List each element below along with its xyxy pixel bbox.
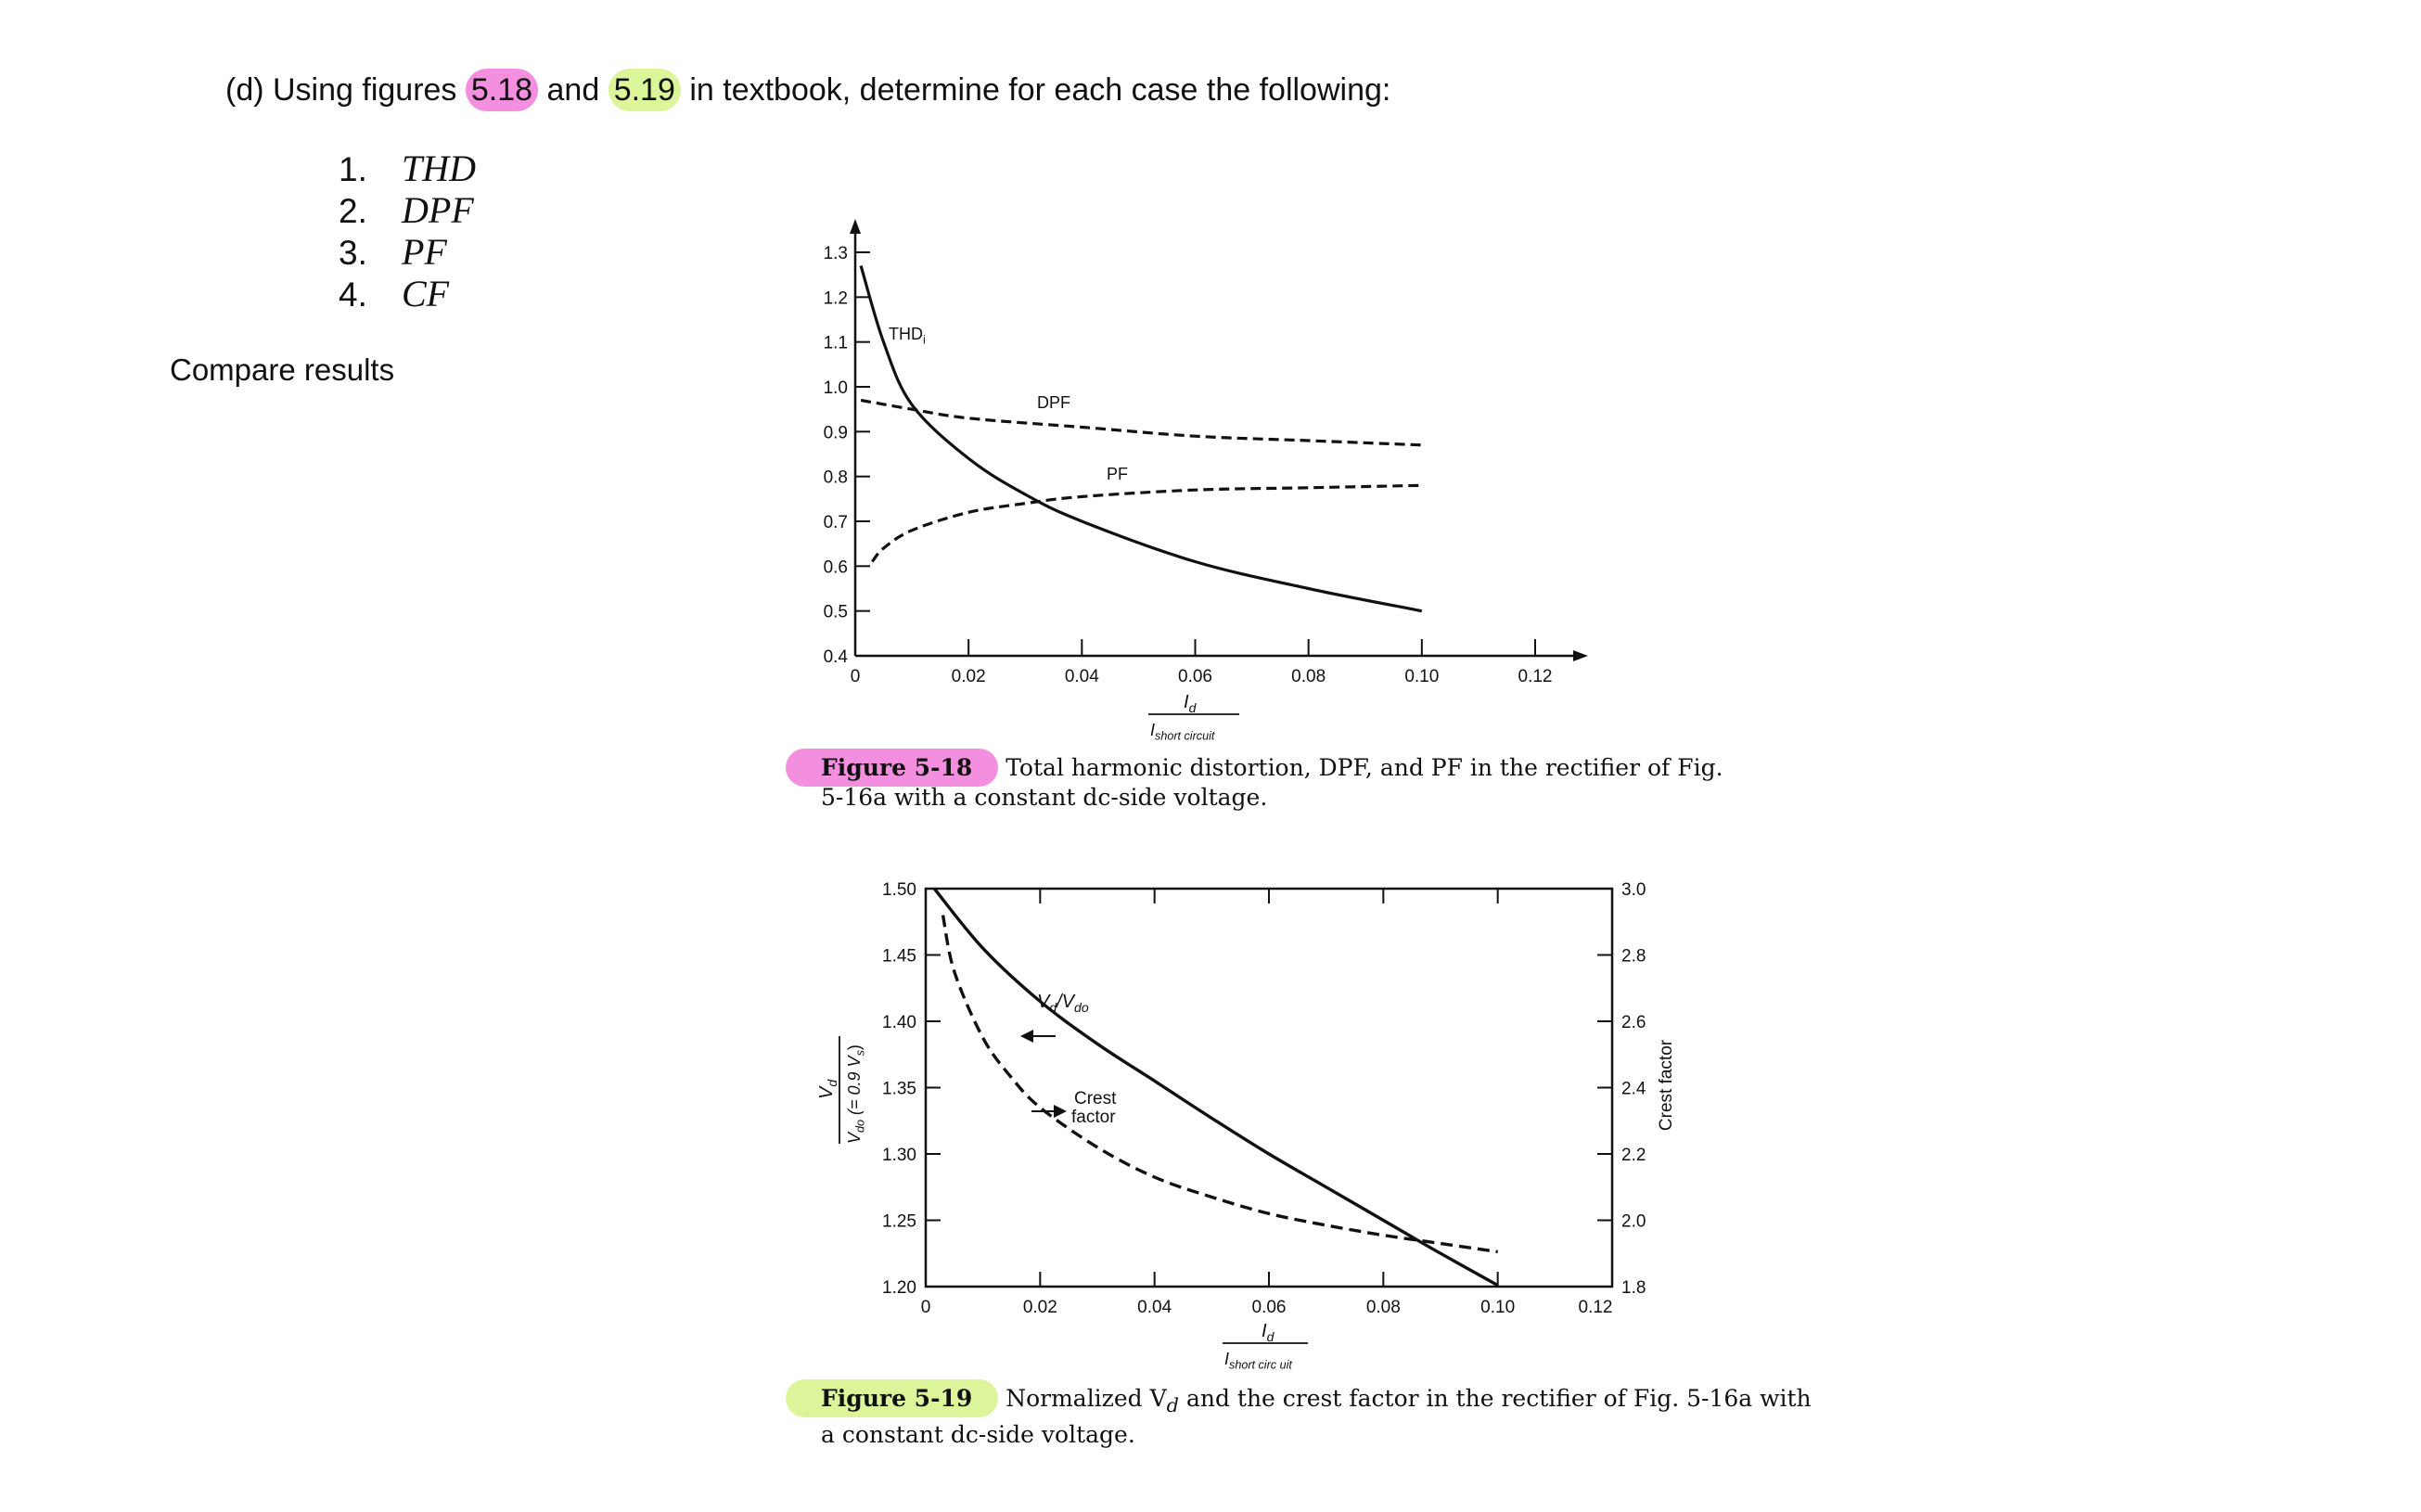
- list-number: 2.: [339, 192, 367, 230]
- list-item: [339, 190, 476, 232]
- y-tick-label-left: 1.25: [882, 1211, 916, 1232]
- list-term: DPF: [402, 189, 474, 231]
- x-axis-label-numerator: $I_d$: [1184, 692, 1197, 715]
- thd-curve: [861, 266, 1422, 611]
- x-tick-label: 0.06: [1178, 667, 1212, 686]
- y-tick-label: 0.5: [823, 602, 848, 622]
- list-term: PF: [402, 231, 447, 273]
- vd-vdo-arrow-head: [1020, 1030, 1033, 1043]
- list-number: 4.: [339, 275, 367, 314]
- y-tick-label: 0.7: [823, 513, 848, 532]
- x-tick-label: 0.08: [1291, 667, 1326, 686]
- figure-ref-5-18: 5.18: [466, 69, 538, 111]
- list-number: 3.: [339, 234, 367, 272]
- list-item: [339, 148, 476, 190]
- x-tick-label: 0.02: [951, 667, 986, 686]
- y-tick-label-left: 1.45: [882, 946, 916, 967]
- figure-5-18-caption: [821, 753, 1723, 813]
- question-and: and: [546, 72, 600, 108]
- list-item: [339, 274, 476, 315]
- vd-vdo-curve: [934, 889, 1497, 1286]
- pf-label: PF: [1107, 465, 1129, 483]
- figure-5-18-plot: [824, 219, 1588, 743]
- x-axis-label-numerator: $I_d$: [1262, 1321, 1275, 1344]
- y-tick-label-right: 2.4: [1621, 1079, 1646, 1099]
- plot-frame: [926, 889, 1612, 1287]
- y-tick-label-left: 1.30: [882, 1146, 916, 1165]
- y-tick-label-left: 1.20: [882, 1278, 916, 1298]
- figure-5-19-label: Figure 5-19: [786, 1379, 998, 1417]
- y-tick-label: 0.9: [823, 423, 848, 443]
- x-axis-label-denominator: $I_{short circ uit}$: [1224, 1350, 1292, 1372]
- figure-5-18-caption-line1: Total harmonic distortion, DPF, and PF in the rectifier of Fig.: [1006, 754, 1723, 781]
- x-axis-label-denominator: $I_{short circuit}$: [1150, 721, 1215, 743]
- y-left-denominator: $V_{do}$ (= 0.9 $V_s$): [845, 1044, 867, 1144]
- crest-label-line2: factor: [1071, 1108, 1116, 1127]
- x-tick-label: 0: [920, 1298, 931, 1317]
- crest-factor-curve: [943, 916, 1498, 1252]
- question-prefix: (d) Using figures: [225, 72, 457, 108]
- figure-5-19-caption-line1-rest: and the crest factor in the rectifier of Fig. 5-16a with: [1179, 1385, 1812, 1412]
- vd-vdo-label: $V_d/V_{do}$: [1037, 992, 1089, 1015]
- y-tick-label: 1.1: [823, 333, 848, 353]
- x-tick-label: 0.04: [1137, 1298, 1172, 1317]
- y-tick-label-right: 2.8: [1621, 946, 1646, 967]
- y-tick-label: 0.8: [823, 468, 848, 488]
- figure-5-18-label: Figure 5-18: [786, 749, 998, 787]
- crest-label-line1: Crest: [1074, 1089, 1117, 1108]
- y-tick-label-right: 2.6: [1621, 1013, 1646, 1032]
- caption-sub: d: [1166, 1394, 1179, 1416]
- list-term: THD: [402, 147, 477, 189]
- list-term: CF: [402, 273, 450, 314]
- y-tick-label-left: 1.35: [882, 1079, 916, 1099]
- x-tick-label: 0.12: [1518, 667, 1553, 686]
- x-axis-arrow: [1573, 650, 1588, 661]
- figure-5-19-caption-line1: Normalized V: [1006, 1385, 1167, 1412]
- figure-5-19-plot: [816, 880, 1676, 1372]
- x-tick-label: 0.12: [1578, 1298, 1613, 1317]
- question-text: [225, 72, 1390, 109]
- y-tick-label: 1.2: [823, 288, 848, 309]
- y-tick-label-left: 1.50: [882, 880, 916, 900]
- x-tick-label: 0.06: [1251, 1298, 1287, 1317]
- crest-arrow-head: [1054, 1105, 1067, 1118]
- thd-label: $THD_i$: [889, 325, 926, 347]
- question-suffix: in textbook, determine for each case the following:: [689, 72, 1391, 108]
- compare-results-text: Compare results: [170, 352, 395, 387]
- x-tick-label: 0.10: [1404, 667, 1440, 686]
- figure-5-18-caption-line2: 5-16a with a constant dc-side voltage.: [821, 784, 1268, 811]
- y-tick-label-right: 3.0: [1621, 880, 1646, 900]
- y-tick-label: 0.6: [823, 557, 848, 578]
- figure-5-19-caption-line2: a constant dc-side voltage.: [821, 1421, 1135, 1448]
- y-axis-right-label: Crest factor: [1657, 1039, 1676, 1132]
- x-tick-label: 0.02: [1022, 1298, 1057, 1317]
- y-tick-label-right: 1.8: [1621, 1278, 1646, 1298]
- x-tick-label: 0.10: [1480, 1298, 1516, 1317]
- x-tick-label: 0.08: [1365, 1298, 1401, 1317]
- figure-5-19-caption: [821, 1384, 1812, 1450]
- dpf-curve: [861, 401, 1422, 445]
- y-axis-left-label: [816, 1036, 867, 1144]
- y-tick-label: 0.4: [823, 647, 848, 667]
- x-tick-label: 0: [850, 667, 861, 686]
- y-left-numerator: $V_d$: [816, 1079, 839, 1099]
- y-tick-label: 1.0: [823, 378, 848, 398]
- y-tick-label-right: 2.2: [1621, 1146, 1646, 1165]
- metric-list: [339, 148, 476, 315]
- x-tick-label: 0.04: [1064, 667, 1099, 686]
- y-axis-arrow: [850, 219, 861, 234]
- pf-curve: [872, 485, 1422, 561]
- dpf-label: DPF: [1037, 393, 1070, 412]
- list-item: [339, 232, 476, 274]
- list-number: 1.: [339, 150, 367, 188]
- figure-ref-5-19: 5.19: [608, 69, 681, 111]
- y-tick-label: 1.3: [823, 244, 848, 263]
- y-tick-label-right: 2.0: [1621, 1211, 1646, 1232]
- y-tick-label-left: 1.40: [882, 1013, 916, 1032]
